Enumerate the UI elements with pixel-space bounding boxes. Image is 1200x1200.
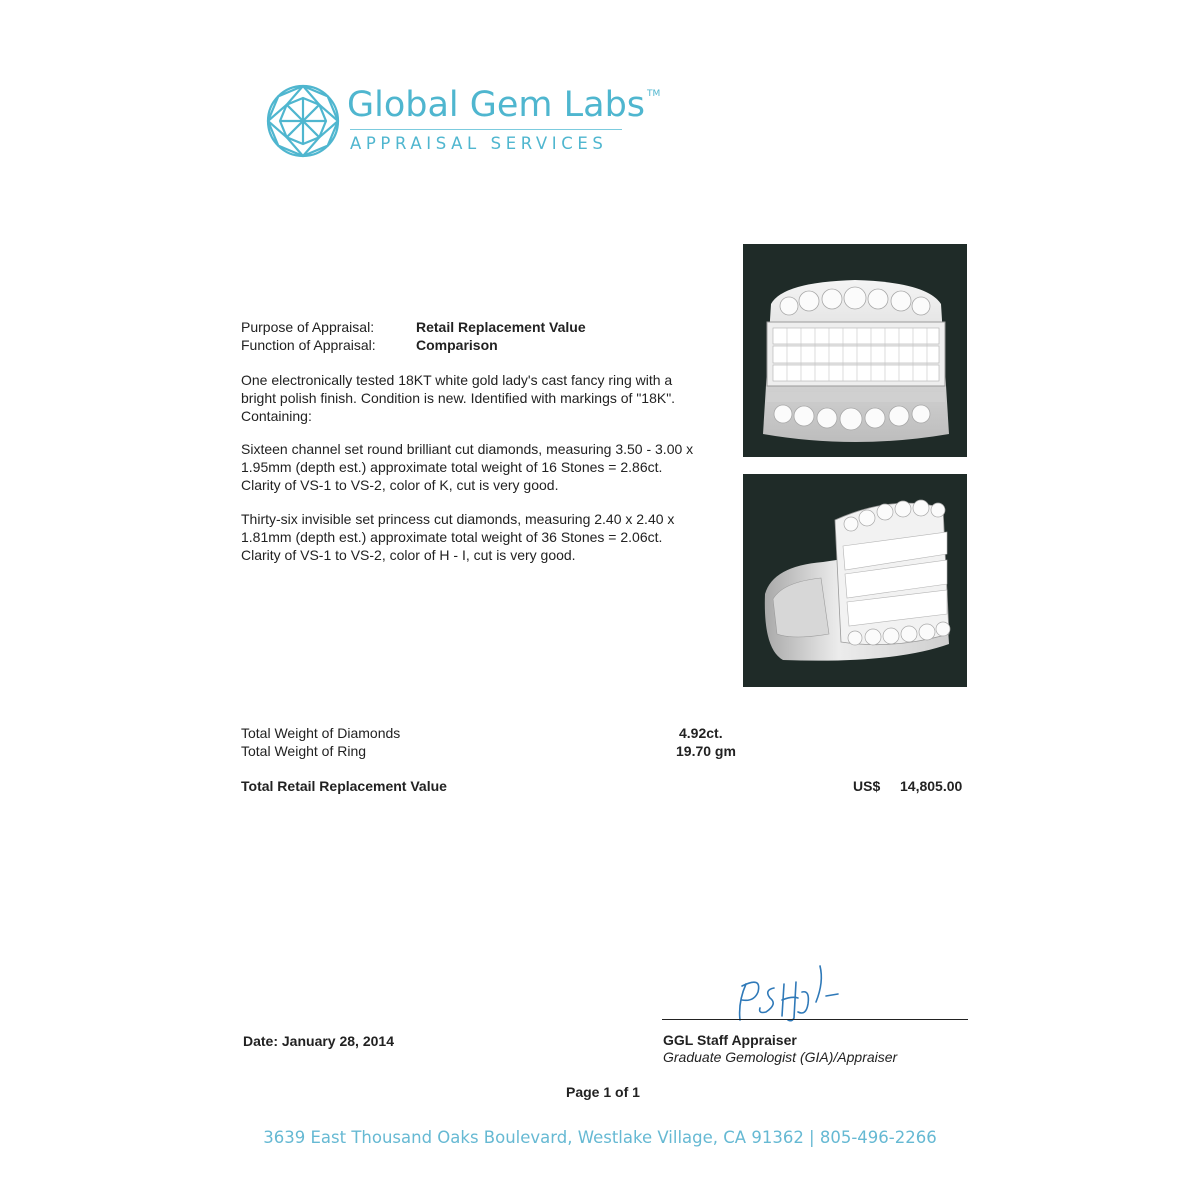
- ring-weight-label: Total Weight of Ring: [241, 743, 367, 759]
- ring-front-photo: [743, 244, 967, 457]
- princess-diamonds-description: Thirty-six invisible set princess cut diamonds, measuring 2.40 x 2.40 x 1.81mm (depth est.) approximate total weight of 36 Stones = 2.06ct. Clarity of VS-1 to VS-2, color of H - I, cut is very good.: [241, 511, 675, 563]
- appraisal-date: Date: January 28, 2014: [243, 1033, 394, 1049]
- signature-line: [662, 1019, 968, 1020]
- company-name: Global Gem Labs ™: [347, 85, 661, 125]
- retail-value-amount: 14,805.00: [900, 778, 963, 794]
- appraiser-signature: [728, 962, 858, 1026]
- ring-side-photo: [743, 474, 967, 687]
- purpose-value: Retail Replacement Value: [416, 319, 586, 335]
- diamond-logo-icon: [265, 83, 341, 159]
- diamonds-weight-label: Total Weight of Diamonds: [241, 725, 401, 741]
- function-label: Function of Appraisal:: [241, 337, 376, 353]
- diamonds-weight-value: 4.92ct.: [679, 725, 723, 741]
- function-value: Comparison: [416, 337, 498, 353]
- appraiser-title: GGL Staff Appraiser: [663, 1032, 797, 1048]
- currency-label: US$: [853, 778, 881, 794]
- ring-weight-value: 19.70 gm: [676, 743, 736, 759]
- retail-value-label: Total Retail Replacement Value: [241, 778, 447, 794]
- round-diamonds-description: Sixteen channel set round brilliant cut diamonds, measuring 3.50 - 3.00 x 1.95mm (depth est.) approximate total weight of 16 Stones = 2.86ct. Clarity of VS-1 to VS-2, color of K, cut is very good.: [241, 441, 694, 493]
- ring-description: One electronically tested 18KT white gold lady's cast fancy ring with a bright polish finish. Condition is new. Identified with markings of "18K". Containing:: [241, 372, 676, 424]
- logo-divider: [350, 129, 622, 130]
- purpose-label: Purpose of Appraisal:: [241, 319, 375, 335]
- company-address: 3639 East Thousand Oaks Boulevard, Westlake Village, CA 91362 | 805-496-2266: [263, 1128, 937, 1147]
- company-tagline: APPRAISAL SERVICES: [350, 134, 608, 153]
- page-number: Page 1 of 1: [566, 1084, 640, 1100]
- appraiser-credentials: Graduate Gemologist (GIA)/Appraiser: [663, 1049, 898, 1065]
